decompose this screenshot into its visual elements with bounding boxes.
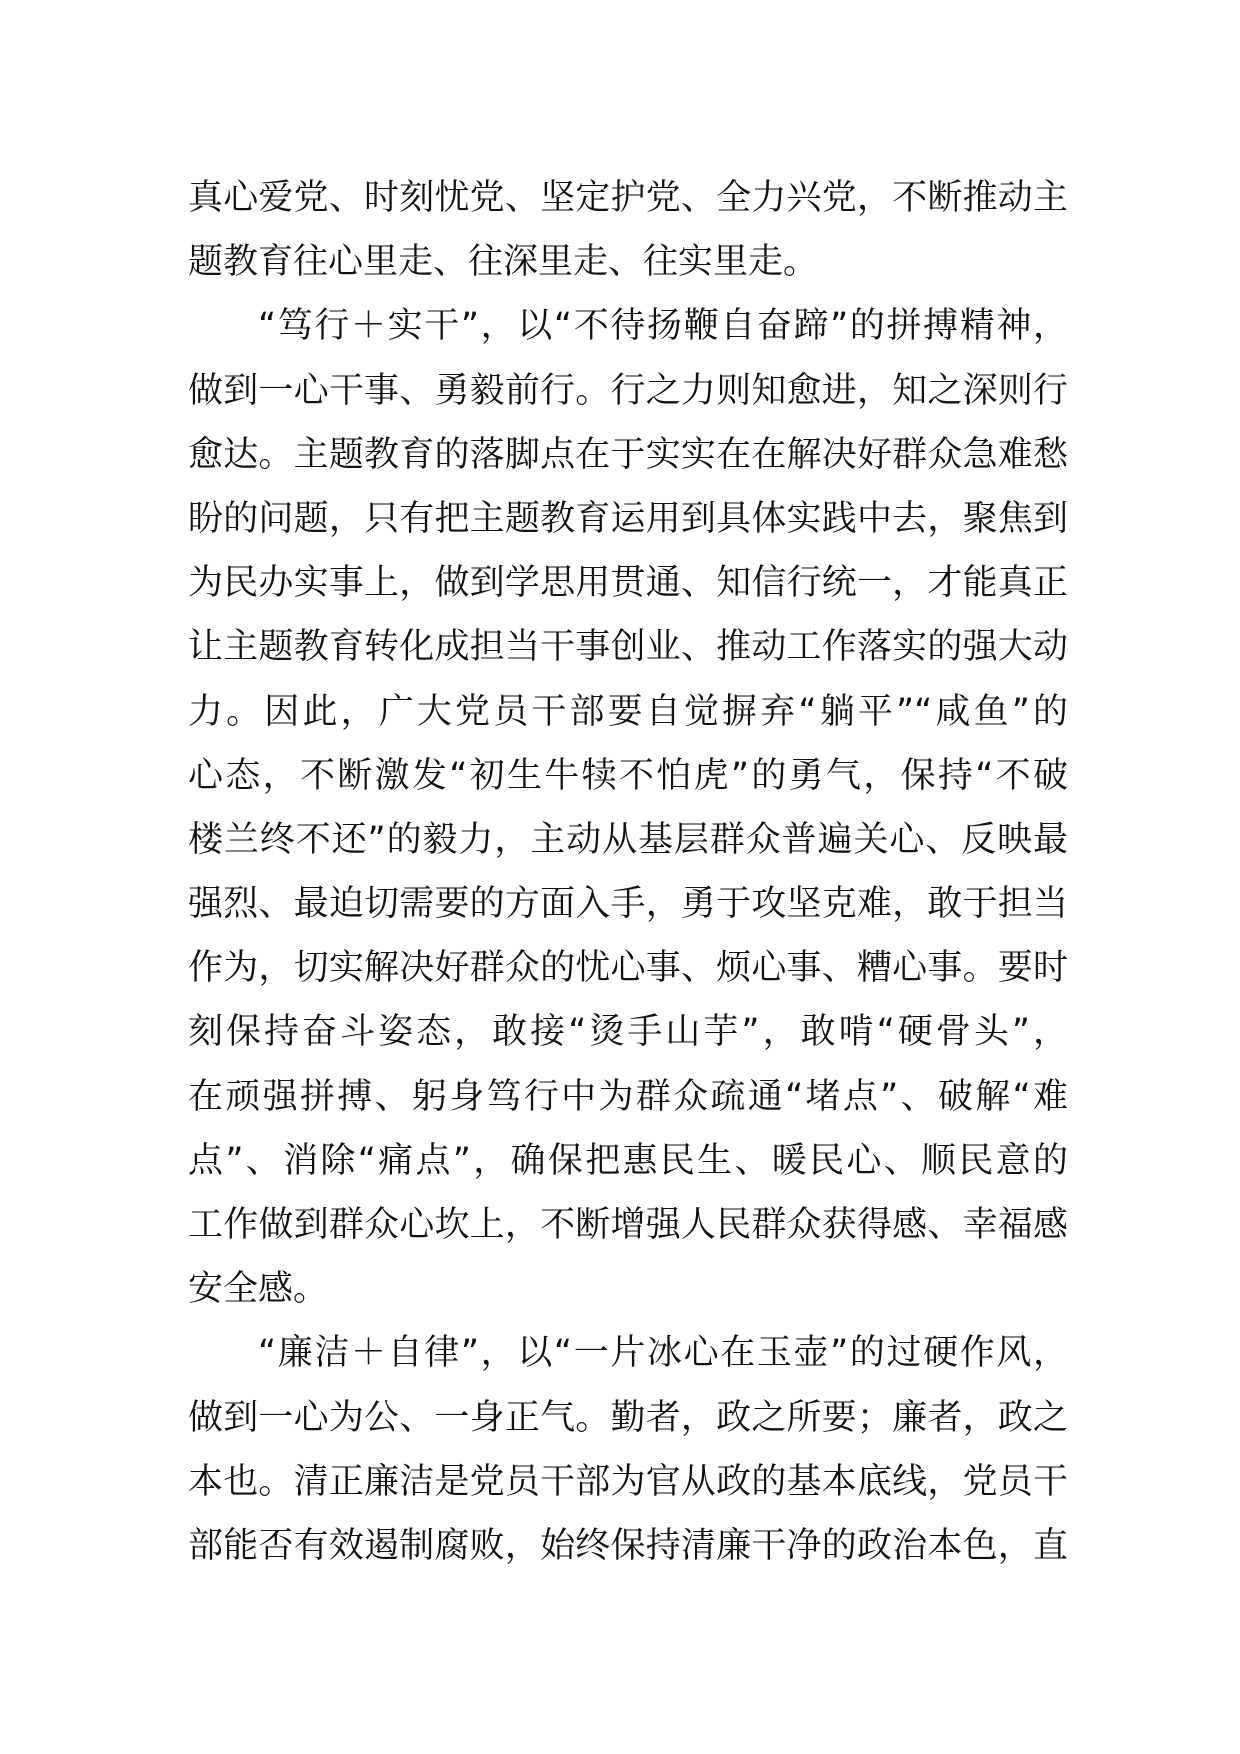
text-line: 让主题教育转化成担当干事创业、推动工作落实的强大动 xyxy=(188,627,1068,668)
text-line: 工作做到群众心坎上，不断增强人民群众获得感、幸福感 xyxy=(188,1205,1068,1245)
text-line: 作为，切实解决好群众的忧心事、烦心事、糟心事。要时 xyxy=(188,948,1068,989)
text-line: 做到一心为公、一身正气。勤者，政之所要；廉者，政之 xyxy=(188,1397,1068,1438)
body-text xyxy=(188,166,1068,1578)
text-line: 盼的问题，只有把主题教育运用到具体实践中去，聚焦到 xyxy=(188,498,1068,539)
text-line: 愈达。主题教育的落脚点在于实实在在解决好群众急难愁 xyxy=(188,434,1068,475)
text-line: 楼兰终不还”的毅力，主动从基层群众普遍关心、反映最 xyxy=(188,819,1068,860)
text-line: “笃行＋实干”，以“不待扬鞭自奋蹄”的拼搏精神， xyxy=(258,306,1068,347)
text-line: 做到一心干事、勇毅前行。行之力则知愈进，知之深则行 xyxy=(188,370,1068,411)
text-line: 本也。清正廉洁是党员干部为官从政的基本底线，党员干 xyxy=(188,1461,1068,1502)
text-line: 点”、消除“痛点”，确保把惠民生、暖民心、顺民意的 xyxy=(188,1140,1068,1181)
text-line: 力。因此，广大党员干部要自觉摒弃“躺平”“咸鱼”的 xyxy=(188,691,1068,732)
text-line: 题教育往心里走、往深里走、往实里走。 xyxy=(188,242,819,283)
text-line: “廉洁＋自律”，以“一片冰心在玉壶”的过硬作风， xyxy=(258,1333,1068,1374)
text-line: 为民办实事上，做到学思用贯通、知信行统一，才能真正 xyxy=(188,563,1068,604)
text-line: 安全感。 xyxy=(188,1269,329,1310)
text-line: 部能否有效遏制腐败，始终保持清廉干净的政治本色，直 xyxy=(188,1525,1068,1566)
text-line: 心态，不断激发“初生牛犊不怕虎”的勇气，保持“不破 xyxy=(188,755,1068,796)
text-line: 刻保持奋斗姿态，敢接“烫手山芋”，敢啃“硬骨头”， xyxy=(188,1012,1068,1053)
text-line: 真心爱党、时刻忧党、坚定护党、全力兴党，不断推动主 xyxy=(188,178,1068,218)
text-line: 强烈、最迫切需要的方面入手，勇于攻坚克难，敢于担当 xyxy=(188,884,1068,925)
text-line: 在顽强拼搏、躬身笃行中为群众疏通“堵点”、破解“难 xyxy=(188,1076,1068,1117)
